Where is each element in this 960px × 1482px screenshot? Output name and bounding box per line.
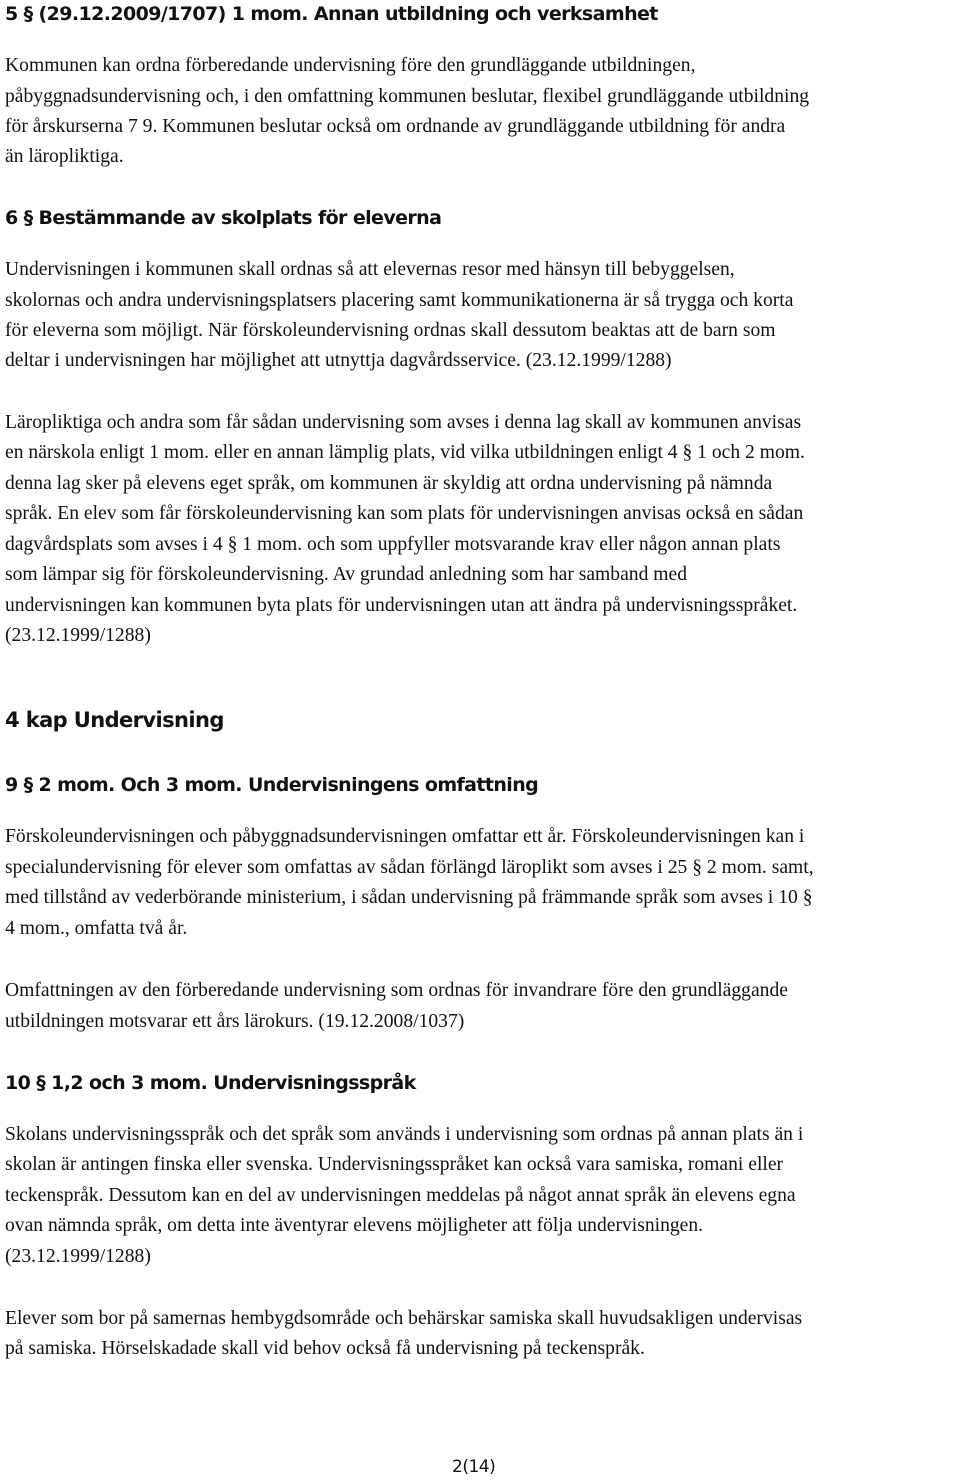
section-heading: 6 § Bestämmande av skolplats för eleverna — [5, 207, 442, 229]
chapter-heading: 4 kap Undervisning — [5, 708, 224, 732]
text-line: på samiska. Hörselskadade skall vid behov också få undervisning på teckenspråk. — [5, 1338, 645, 1359]
page-number: 2(14) — [452, 1457, 496, 1477]
text-line: undervisningen kan kommunen byta plats för undervisningen utan att ändra på undervisningsspråket. — [5, 595, 798, 616]
text-line: skolan är antingen finska eller svenska. Undervisningsspråket kan också vara samiska, romani eller — [5, 1154, 784, 1175]
text-line: för årskurserna 7 9. Kommunen beslutar också om ordnande av grundläggande utbildning för andra — [5, 116, 786, 137]
text-line: specialundervisning för elever som omfattas av sådan förlängd läroplikt som avses i 25 § 2 mom. samt, — [5, 857, 814, 878]
section-heading: 10 § 1,2 och 3 mom. Undervisningsspråk — [5, 1072, 416, 1094]
text-line: dagvårdsplats som avses i 4 § 1 mom. och som uppfyller motsvarande krav eller någon annan plats — [5, 534, 781, 555]
text-line: skolornas och andra undervisningsplatsers placering samt kommunikationerna är så trygga och korta — [5, 290, 794, 311]
text-line: språk. En elev som får förskoleundervisning kan som plats för undervisningen anvisas också en sådan — [5, 503, 804, 524]
section-heading: 9 § 2 mom. Och 3 mom. Undervisningens omfattning — [5, 774, 539, 796]
text-line: än läropliktiga. — [5, 146, 124, 167]
text-line: denna lag sker på elevens eget språk, om kommunen är skyldig att ordna undervisning på nämnda — [5, 473, 773, 494]
text-line: (23.12.1999/1288) — [5, 625, 151, 646]
text-line: deltar i undervisningen har möjlighet att utnyttja dagvårdsservice. (23.12.1999/1288) — [5, 350, 672, 371]
text-line: Kommunen kan ordna förberedande undervisning före den grundläggande utbildningen, — [5, 55, 696, 76]
text-line: (23.12.1999/1288) — [5, 1246, 151, 1267]
text-line: för eleverna som möjligt. När förskoleundervisning ordnas skall dessutom beaktas att de barn som — [5, 320, 776, 341]
text-line: Förskoleundervisningen och påbyggnadsundervisningen omfattar ett år. Förskoleundervisningen kan i — [5, 826, 805, 847]
text-line: 4 mom., omfatta två år. — [5, 918, 188, 939]
text-line: Undervisningen i kommunen skall ordnas så att elevernas resor med hänsyn till bebyggelsen, — [5, 259, 735, 280]
section-heading: 5 § (29.12.2009/1707) 1 mom. Annan utbildning och verksamhet — [5, 3, 658, 25]
text-line: som lämpar sig för förskoleundervisning. Av grundad anledning som har samband med — [5, 564, 688, 585]
text-line: en närskola enligt 1 mom. eller en annan lämplig plats, vid vilka utbildningen enligt 4 § 1 och 2 mom. — [5, 442, 805, 463]
text-line: utbildningen motsvarar ett års lärokurs. (19.12.2008/1037) — [5, 1011, 465, 1032]
text-line: Skolans undervisningsspråk och det språk som används i undervisning som ordnas på annan plats än i — [5, 1124, 804, 1145]
text-line: påbyggnadsundervisning och, i den omfattning kommunen beslutar, flexibel grundläggande utbildning — [5, 86, 810, 107]
text-line: teckenspråk. Dessutom kan en del av undervisningen meddelas på något annat språk än elevens egna — [5, 1185, 796, 1206]
text-line: ovan nämnda språk, om detta inte äventyrar elevens möjligheter att följa undervisningen. — [5, 1215, 704, 1236]
text-line: Elever som bor på samernas hembygdsområde och behärskar samiska skall huvudsakligen undervisas — [5, 1308, 803, 1329]
text-line: Omfattningen av den förberedande undervisning som ordnas för invandrare före den grundläggande — [5, 980, 788, 1001]
text-line: med tillstånd av vederbörande ministerium, i sådan undervisning på främmande språk som avses i 10 § — [5, 887, 813, 908]
text-line: Läropliktiga och andra som får sådan undervisning som avses i denna lag skall av kommunen anvisas — [5, 412, 802, 433]
